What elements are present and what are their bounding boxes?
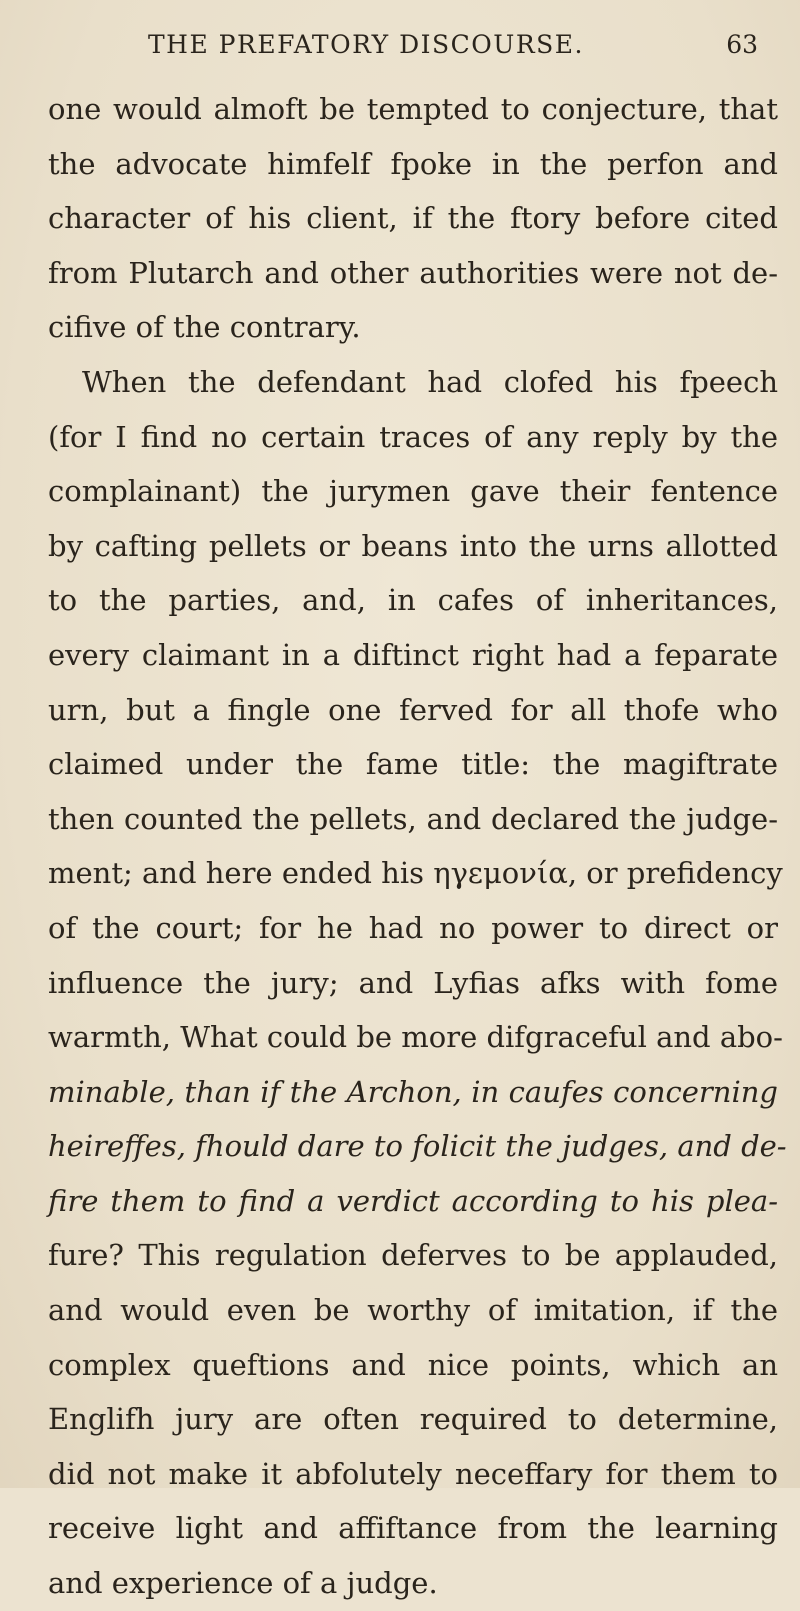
text-line: complainant) the jurymen gave their fentence xyxy=(48,474,778,509)
text-line-italic: fire them to find a verdict according to his plea- xyxy=(48,1183,778,1218)
text-line: ment; and here ended his ηγεμονία, or prefidency xyxy=(48,856,783,891)
text-line: (for I find no certain traces of any reply by the xyxy=(48,419,778,454)
text-line: from Plutarch and other authorities were not de- xyxy=(48,255,778,290)
text-line: and experience of a judge. xyxy=(48,1566,438,1601)
text-line: every claimant in a diftinct right had a feparate xyxy=(48,637,778,672)
text-line: by cafting pellets or beans into the urns allotted xyxy=(48,528,778,563)
text-line: to the parties, and, in cafes of inheritances, xyxy=(48,583,778,618)
body-text xyxy=(48,82,787,1611)
text-line-italic: minable, than if the Archon, in caufes concerning xyxy=(48,1074,778,1109)
page-number: 63 xyxy=(726,30,758,59)
text-line: complex queftions and nice points, which an xyxy=(48,1347,778,1382)
text-line: the advocate himfelf fpoke in the perfon and xyxy=(48,146,778,181)
text-line: receive light and affiftance from the learning xyxy=(48,1511,778,1546)
text-line: of the court; for he had no power to direct or xyxy=(48,910,778,945)
text-line-italic: heireffes, fhould dare to folicit the judges, and de- xyxy=(48,1129,787,1164)
text-line: and would even be worthy of imitation, if the xyxy=(48,1293,778,1328)
page-header xyxy=(148,30,758,70)
text-line: influence the jury; and Lyfias afks with fome xyxy=(48,965,778,1000)
text-line: claimed under the fame title: the magiftrate xyxy=(48,747,778,782)
text-line: warmth, What could be more difgraceful and abo- xyxy=(48,1020,783,1055)
text-line: cifive of the contrary. xyxy=(48,310,361,345)
text-line: did not make it abfolutely neceffary for them to xyxy=(48,1456,778,1491)
text-line: one would almoft be tempted to conjecture, that xyxy=(48,92,778,126)
text-line: Englifh jury are often required to determine, xyxy=(48,1402,778,1437)
text-line: urn, but a fingle one ferved for all thofe who xyxy=(48,692,778,727)
text-line: fure? This regulation deferves to be applauded, xyxy=(48,1238,778,1273)
text-line: character of his client, if the ftory before cited xyxy=(48,201,778,236)
text-line: When the defendant had clofed his fpeech xyxy=(82,364,778,399)
running-head: THE PREFATORY DISCOURSE. xyxy=(148,30,584,59)
text-line: then counted the pellets, and declared the judge- xyxy=(48,801,778,836)
